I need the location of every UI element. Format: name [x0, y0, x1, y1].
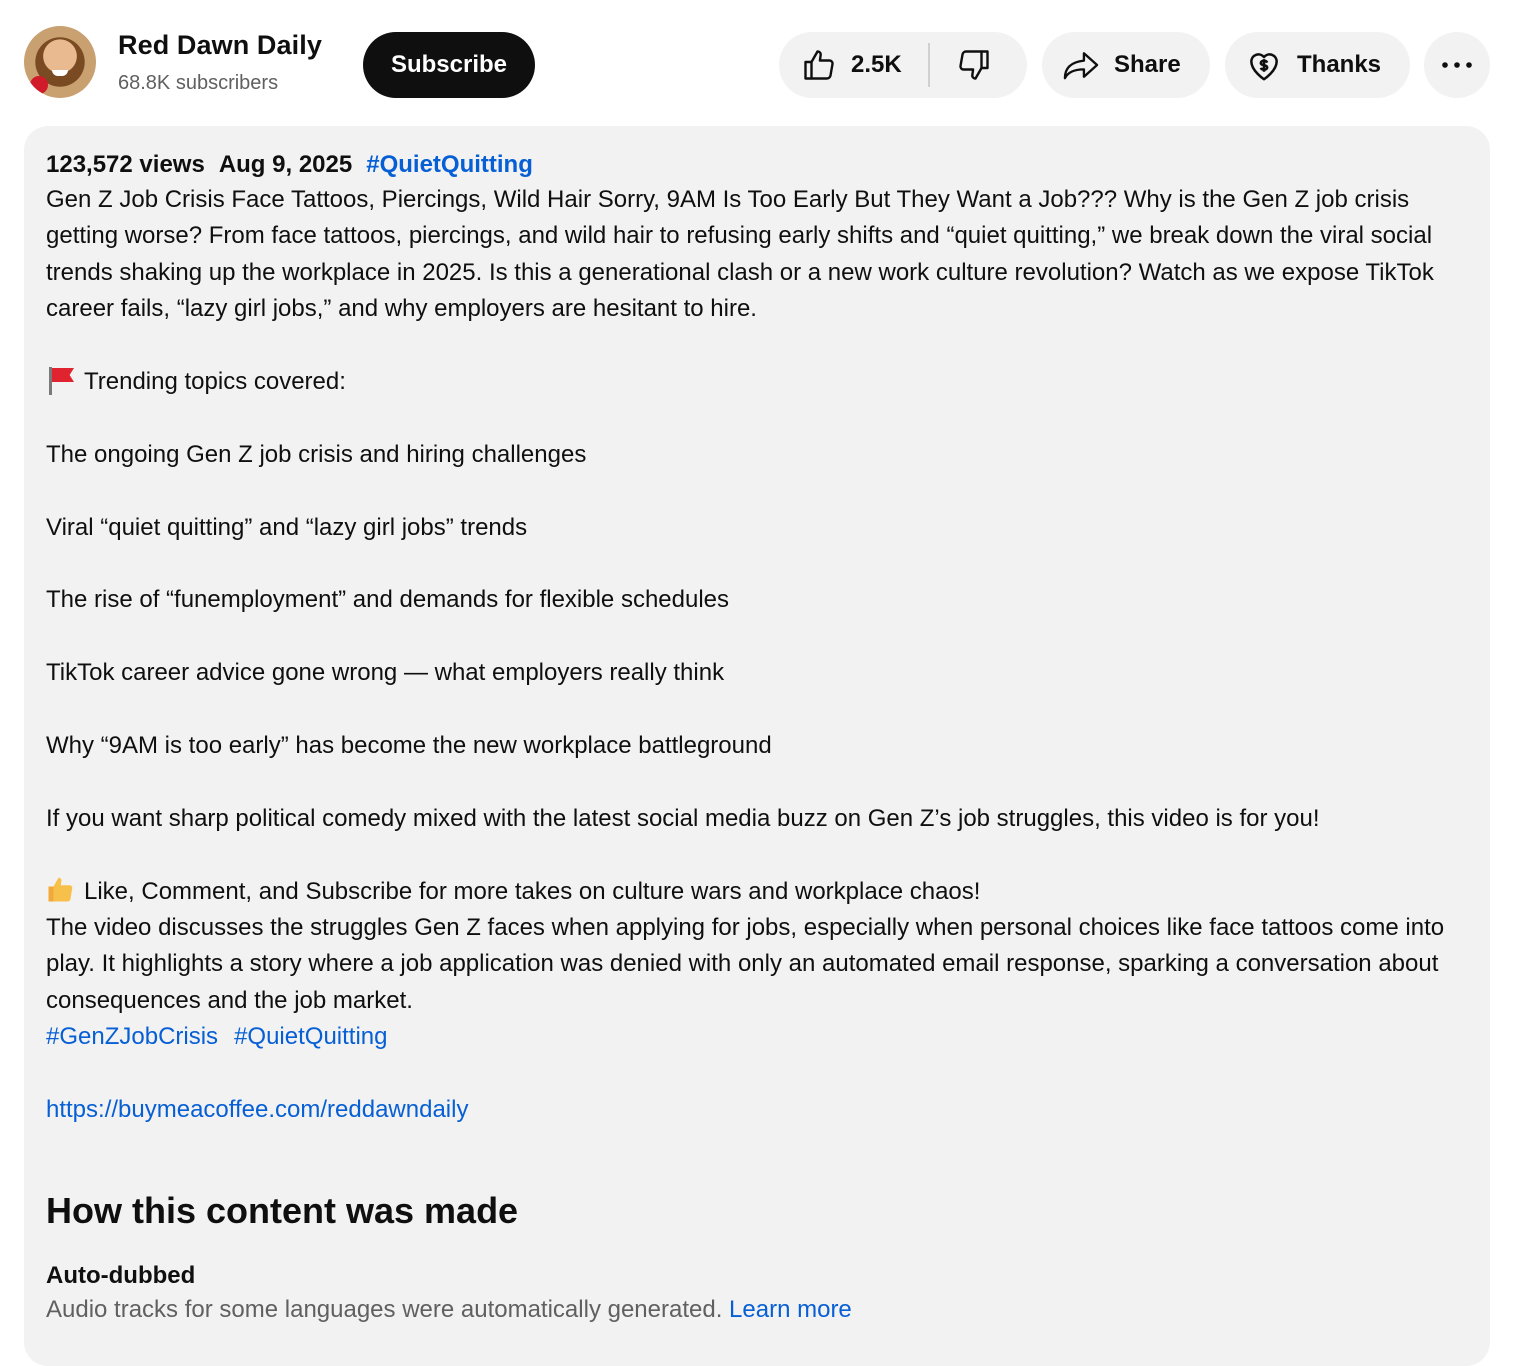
- avatar-flower: [30, 76, 48, 94]
- description-panel[interactable]: [24, 126, 1490, 1366]
- auto-dubbed-description: Audio tracks for some languages were automatically generated.: [46, 1296, 723, 1323]
- dislike-button[interactable]: [930, 32, 1018, 98]
- like-button[interactable]: [779, 32, 928, 98]
- description-summary: The video discusses the struggles Gen Z faces when applying for jobs, especially when personal choices like face tattoos come into play. It highlights a story where a job application was denied with only an automated email response, sparking a conversation about consequences and the job market.: [46, 914, 1445, 1014]
- share-arrow-icon: [1062, 47, 1100, 83]
- thanks-button[interactable]: [1225, 32, 1410, 98]
- more-actions-button[interactable]: [1424, 32, 1490, 98]
- more-horizontal-icon: [1441, 60, 1473, 70]
- like-dislike-group: [779, 32, 1027, 98]
- thumbs-up-emoji-icon: [46, 874, 76, 910]
- video-actions-bar: [0, 0, 1522, 126]
- hashtag-link[interactable]: #GenZJobCrisis: [46, 1023, 219, 1051]
- share-button[interactable]: [1042, 32, 1210, 98]
- auto-dubbed-text: [46, 1296, 852, 1324]
- view-count: 123,572 views: [46, 150, 205, 178]
- auto-dubbed-title: Auto-dubbed: [46, 1262, 196, 1289]
- topics-heading: [46, 364, 1466, 400]
- topic-item: Viral “quiet quitting” and “lazy girl jobs” trends: [46, 513, 528, 541]
- thanks-label: Thanks: [1297, 51, 1382, 78]
- topic-item: The ongoing Gen Z job crisis and hiring challenges: [46, 440, 587, 468]
- heart-dollar-icon: [1245, 46, 1283, 84]
- hashtag-link[interactable]: #QuietQuitting: [366, 150, 533, 178]
- external-link[interactable]: https://buymeacoffee.com/reddawndaily: [46, 1096, 469, 1124]
- description-cta: [46, 874, 1466, 910]
- subscribe-button[interactable]: Subscribe: [363, 32, 535, 98]
- topic-item: Why “9AM is too early” has become the new workplace battleground: [46, 732, 772, 759]
- description-intro: Gen Z Job Crisis Face Tattoos, Piercings, Wild Hair Sorry, 9AM Is Too Early But They Want a Job??? Why is the Gen Z job crisis getting worse? From face tattoos, piercings, and wild hair to refusing early shifts and “quiet quitting,” we break down the viral social trends shaking up the workplace in 2025. Is this a generational clash or a new work culture revolution? Watch as we expose TikTok career fails, “lazy girl jobs,” and why employers are hesitant to hire.: [46, 186, 1434, 323]
- upload-date: Aug 9, 2025: [218, 150, 353, 178]
- how-made-title: How this content was made: [46, 1190, 519, 1231]
- description-cta-text: Like, Comment, and Subscribe for more takes on culture wars and workplace chaos!: [84, 877, 981, 905]
- topic-item: The rise of “funemployment” and demands for flexible schedules: [46, 586, 730, 614]
- topic-item: TikTok career advice gone wrong — what employers really think: [46, 659, 725, 687]
- channel-name[interactable]: Red Dawn Daily: [118, 30, 322, 60]
- thumbs-down-icon: [956, 47, 992, 83]
- learn-more-link[interactable]: Learn more: [729, 1296, 852, 1323]
- share-label: Share: [1114, 51, 1181, 78]
- red-flag-icon: [46, 367, 74, 393]
- hashtag-list: [46, 1019, 1466, 1055]
- subscriber-count: 68.8K subscribers: [118, 72, 279, 94]
- thumbs-up-icon: [801, 47, 837, 83]
- channel-avatar[interactable]: [24, 26, 96, 98]
- description-body: [46, 148, 1466, 1128]
- description-pitch: If you want sharp political comedy mixed with the latest social media buzz on Gen Z’s job struggles, this video is for you!: [46, 804, 1320, 832]
- avatar-smile: [52, 70, 68, 76]
- video-meta: [46, 148, 1466, 182]
- like-count: 2.5K: [851, 51, 902, 78]
- hashtag-link[interactable]: #QuietQuitting: [234, 1023, 388, 1051]
- topics-heading-text: Trending topics covered:: [84, 368, 346, 396]
